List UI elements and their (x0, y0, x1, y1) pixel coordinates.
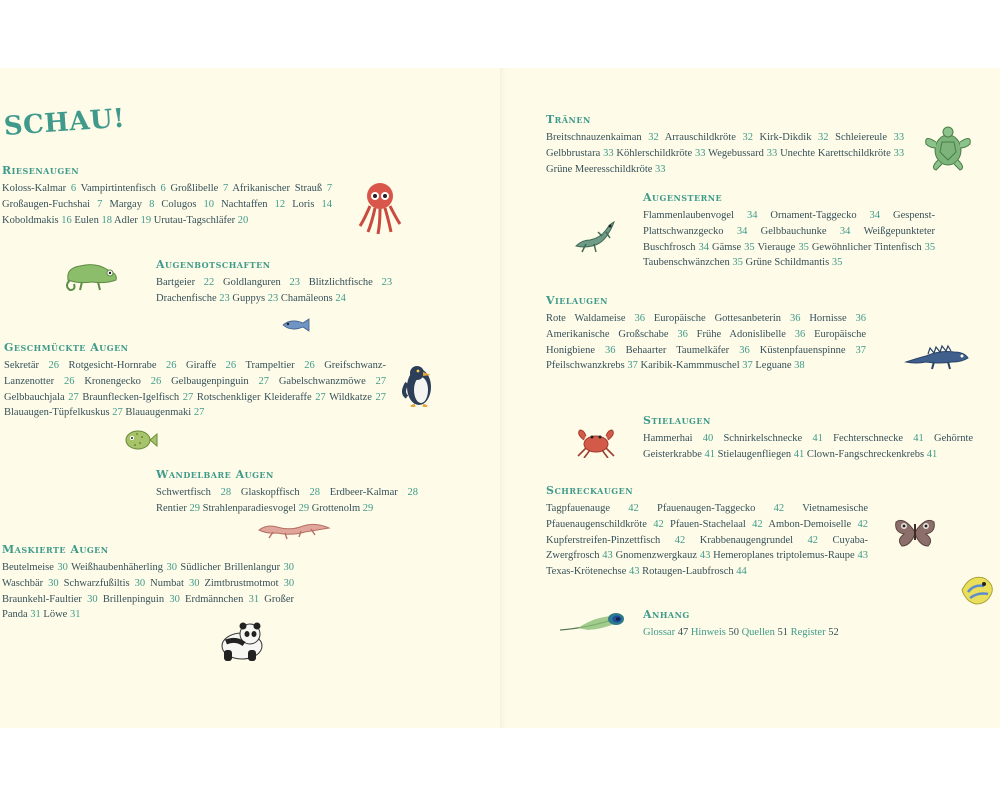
index-page-number: 36 (605, 344, 616, 356)
gecko-illustration (572, 218, 616, 254)
index-page-number: 33 (766, 147, 778, 159)
section-riesenaugen (2, 164, 332, 228)
index-entry-name: Colugos (161, 198, 197, 210)
section-entries (643, 431, 973, 463)
section-entries (643, 208, 935, 271)
section-vielaugen (546, 294, 866, 374)
index-entry-name: Schwarzfußiltis (63, 577, 130, 589)
index-page-number: 36 (634, 313, 645, 324)
index-entry-name: Gehörnte Geisterkrabbe (643, 433, 974, 460)
index-page-number: 32 (648, 132, 659, 143)
index-page-number: 27 (375, 375, 387, 387)
index-entry-name: Afrikanischer Strauß (232, 183, 323, 194)
index-entry-name: Arrauschildkröte (664, 132, 736, 143)
index-page-number: 36 (855, 313, 867, 324)
index-entry-name: Kirk-Dikdik (759, 132, 812, 143)
index-page-number: 26 (63, 375, 75, 387)
moth-illustration (894, 516, 936, 548)
index-entry-name: Weißgepunkteter Buschfrosch (643, 225, 936, 253)
index-page-number: 27 (315, 391, 326, 403)
peacock-feather-illustration (558, 606, 628, 636)
index-entry-name: Hemeroplanes triptolemus-Raupe (713, 550, 855, 562)
index-page-number: 29 (298, 502, 310, 514)
index-entry-name: Koloss-Kalmar (2, 183, 67, 194)
index-entry-name: Strahlenparadiesvogel (202, 502, 296, 514)
index-page-number: 12 (274, 198, 286, 210)
index-page-number: 26 (304, 360, 315, 371)
section-geschmueckte-augen (4, 341, 386, 421)
index-page-number: 18 (101, 214, 112, 226)
index-entry-name: Behaarter Taumelkäfer (625, 344, 730, 356)
index-page-number: 47 (677, 627, 689, 638)
index-entry-name: Gelbaugenpinguin (171, 375, 249, 387)
index-entry-name: Fechterschnecke (833, 433, 904, 444)
index-entry-name: Eulen (74, 214, 99, 226)
index-entry-name: Köhlerschildkröte (616, 147, 693, 159)
index-entry-name: Gespenst-Plattschwanzgecko (643, 210, 936, 237)
index-page-number: 30 (57, 562, 68, 573)
index-entry-name: Quellen (741, 627, 775, 638)
penguin-illustration (401, 363, 441, 407)
index-page-number: 36 (789, 313, 801, 324)
index-page-number: 29 (189, 502, 201, 514)
index-page-number: 34 (869, 210, 881, 221)
index-page-number: 41 (793, 448, 805, 460)
index-page-number: 34 (698, 241, 709, 253)
index-entry-name: Grüne Meeresschildkröte (546, 163, 653, 175)
index-entry-name: Frühe Adonislibelle (696, 328, 786, 340)
index-entry-name: Adler (114, 214, 138, 226)
index-page-number: 42 (752, 518, 763, 530)
index-page-number: 42 (773, 503, 785, 514)
index-page-number: 30 (188, 577, 200, 589)
index-page-number: 10 (203, 198, 215, 210)
index-entry-name: Register (790, 627, 826, 638)
index-entry-name: Blitzlichtfische (308, 277, 373, 288)
index-entry-name: Schwertfisch (156, 487, 211, 498)
index-entry-name: Breitschnauzenkaiman (546, 132, 642, 143)
section-entries (4, 358, 386, 421)
index-entry-name: Clown-Fangschreckenkrebs (806, 448, 925, 460)
index-page-number: 41 (704, 448, 716, 460)
index-page-number: 23 (381, 277, 393, 288)
index-entry-name: Wildkatze (329, 391, 372, 403)
index-entry-name: Numbat (150, 577, 184, 589)
section-heading: Stielaugen (643, 414, 711, 427)
index-entry-name: Ornament-Taggecko (770, 210, 857, 221)
index-page-number: 36 (677, 328, 688, 340)
index-page-number: 30 (48, 577, 59, 589)
index-entry-name: Erdmännchen (185, 593, 244, 605)
index-entry-name: Taubenschwänzchen (643, 257, 730, 269)
yellow-fish-illustration (960, 570, 998, 610)
index-entry-name: Großaugen-Fuchshai (2, 198, 91, 210)
index-entry-name: Südlicher Brillenlangur (180, 562, 281, 573)
index-entry-name: Loris (292, 198, 315, 210)
index-entry-name: Guppys (232, 292, 266, 304)
index-entry-name: Rotgesicht-Hornrabe (68, 360, 157, 371)
index-page-number: 7 (222, 183, 229, 194)
index-page-number: 41 (913, 433, 924, 444)
right-page (500, 68, 1000, 728)
index-entry-name: Leguane (755, 360, 792, 372)
index-entry-name: Flammenlaubenvogel (643, 210, 734, 221)
index-page-number: 27 (375, 391, 387, 403)
salamander-illustration (257, 518, 331, 540)
section-heading: Augenbotschaften (156, 258, 271, 271)
pufferfish-illustration (122, 428, 158, 452)
index-entry-name: Gabelschwanzmöwe (278, 375, 366, 387)
index-page-number: 30 (169, 593, 180, 605)
index-entry-name: Hinweis (690, 627, 726, 638)
index-page-number: 26 (225, 360, 237, 371)
index-page-number: 30 (283, 577, 295, 589)
index-page-number: 42 (653, 518, 664, 530)
index-page-number: 50 (728, 627, 739, 638)
index-page-number: 8 (149, 198, 155, 210)
index-page-number: 35 (744, 241, 755, 253)
index-page-number: 27 (193, 407, 205, 419)
index-page-number: 52 (828, 627, 839, 638)
index-page-number: 14 (321, 198, 333, 210)
index-page-number: 35 (831, 257, 843, 269)
index-entry-name: Pfauenaugen-Taggecko (656, 503, 756, 514)
index-entry-name: Nachtaffen (221, 198, 268, 210)
index-entry-name: Glaskopffisch (240, 487, 300, 498)
index-page-number: 27 (68, 391, 79, 403)
index-page-number: 16 (61, 214, 72, 226)
index-entry-name: Koboldmakis (2, 214, 59, 226)
index-page-number: 33 (893, 132, 905, 143)
index-page-number: 43 (628, 566, 640, 578)
section-entries (546, 501, 868, 580)
index-page-number: 28 (220, 487, 232, 498)
octopus-illustration (358, 180, 402, 236)
index-page-number: 33 (655, 163, 666, 175)
index-entry-name: Schleiereule (835, 132, 887, 143)
index-page-number: 7 (97, 198, 103, 210)
index-page-number: 31 (69, 609, 81, 621)
section-heading: Vielaugen (546, 294, 608, 307)
index-page-number: 42 (857, 518, 868, 530)
index-entry-name: Weißhaubenhäherling (71, 562, 163, 573)
index-page-number: 44 (736, 566, 747, 578)
index-page-number: 29 (362, 502, 374, 514)
index-entry-name: Europäische Honigbiene (546, 328, 866, 356)
index-page-number: 30 (87, 593, 98, 605)
index-page-number: 7 (326, 183, 333, 194)
index-entry-name: Brillenpinguin (102, 593, 165, 605)
index-entry-name: Gelbbrustara (546, 147, 601, 159)
index-page-number: 37 (855, 344, 867, 356)
index-entry-name: Pfeilschwanzkrebs (546, 360, 625, 372)
index-page-number: 22 (203, 277, 215, 288)
index-page-number: 43 (699, 550, 711, 562)
index-page-number: 37 (742, 360, 753, 372)
index-page-number: 27 (112, 407, 123, 419)
index-page-number: 33 (695, 147, 706, 159)
book-spread (0, 68, 1000, 728)
section-entries (2, 560, 294, 623)
index-entry-name: Tagpfauenauge (546, 503, 610, 514)
index-entry-name: Zimtbrustmotmot (204, 577, 279, 589)
index-page-number: 32 (818, 132, 829, 143)
index-page-number: 43 (857, 550, 868, 562)
index-entry-name: Krabbenaugengrundel (699, 534, 794, 546)
index-page-number: 34 (839, 225, 851, 237)
index-entry-name: Ambon-Demoiselle (768, 518, 852, 530)
index-entry-name: Europäische Gottesanbeterin (653, 313, 782, 324)
sea-turtle-illustration (922, 126, 974, 172)
index-page-number: 43 (602, 550, 613, 562)
index-page-number: 28 (407, 487, 419, 498)
index-entry-name: Vietnamesische Pfauenaugenschildkröte (546, 503, 869, 530)
index-entry-name: Vierauge (757, 241, 796, 253)
section-anhang (643, 608, 883, 641)
section-entries (156, 485, 418, 517)
index-entry-name: Küstenpfauenspinne (759, 344, 846, 356)
index-entry-name: Gelbbauchunke (760, 225, 827, 237)
section-entries (2, 181, 332, 228)
index-entry-name: Trampeltier (245, 360, 295, 371)
index-page-number: 34 (746, 210, 758, 221)
index-page-number: 32 (742, 132, 753, 143)
index-page-number: 28 (309, 487, 320, 498)
index-page-number: 36 (794, 328, 806, 340)
section-maskierte-augen (2, 543, 294, 623)
index-page-number: 42 (807, 534, 818, 546)
index-entry-name: Gnomenzwergkauz (615, 550, 698, 562)
index-page-number: 37 (627, 360, 638, 372)
index-page-number: 33 (603, 147, 614, 159)
index-entry-name: Margay (109, 198, 142, 210)
index-entry-name: Chamäleons (280, 292, 333, 304)
index-entry-name: Sekretär (4, 360, 39, 371)
section-heading: Maskierte Augen (2, 543, 109, 556)
section-augenbotschaften (156, 258, 392, 307)
index-entry-name: Stielaugenfliegen (717, 448, 792, 460)
index-entry-name: Grüne Schildmantis (745, 257, 830, 269)
index-entry-name: Rotaugen-Laubfrosch (642, 566, 734, 578)
index-entry-name: Karibik-Kammmuschel (640, 360, 740, 372)
index-entry-name: Braunflecken-Igelfisch (82, 391, 180, 403)
chameleon-illustration (62, 258, 122, 292)
page-title: SCHAU! (2, 103, 127, 142)
index-page-number: 34 (736, 225, 748, 237)
crab-illustration (574, 428, 618, 458)
index-entry-name: Braunkehl-Faultier (2, 593, 82, 605)
index-entry-name: Vampirtintenfisch (80, 183, 156, 194)
index-entry-name: Gelbbauchjala (4, 391, 65, 403)
index-page-number: 26 (166, 360, 177, 371)
index-page-number: 35 (798, 241, 809, 253)
index-entry-name: Rentier (156, 502, 187, 514)
index-entry-name: Texas-Krötenechse (546, 566, 627, 578)
index-page-number: 30 (134, 577, 146, 589)
index-page-number: 35 (732, 257, 743, 269)
index-page-number: 31 (248, 593, 260, 605)
index-entry-name: Unechte Karettschildkröte (780, 147, 891, 159)
index-entry-name: Waschbär (2, 577, 44, 589)
index-page-number: 36 (739, 344, 750, 356)
section-heading: Riesenaugen (2, 164, 80, 177)
index-entry-name: Cuyaba-Zwergfrosch (546, 534, 869, 562)
index-entry-name: Rotschenkliger Kleideraffe (196, 391, 312, 403)
index-entry-name: Großlibelle (170, 183, 219, 194)
index-entry-name: Pfauen-Stachelaal (670, 518, 746, 530)
index-page-number: 38 (794, 360, 805, 372)
section-stielaugen (643, 414, 973, 463)
index-page-number: 35 (924, 241, 936, 253)
section-heading: Tränen (546, 113, 591, 126)
index-entry-name: Beutelmeise (2, 562, 54, 573)
index-page-number: 30 (166, 562, 177, 573)
section-wandelbare-augen (156, 468, 418, 517)
index-page-number: 42 (674, 534, 686, 546)
section-traenen (546, 113, 904, 177)
index-entry-name: Erdbeer-Kalmar (329, 487, 398, 498)
section-schreckaugen (546, 484, 868, 580)
index-entry-name: Gämse (712, 241, 742, 253)
section-heading: Schreckaugen (546, 484, 634, 497)
index-page-number: 30 (283, 562, 295, 573)
left-page (0, 68, 500, 728)
index-entry-name: Grottenolm (311, 502, 361, 514)
index-entry-name: Hornisse (809, 313, 847, 324)
section-heading: Wandelbare Augen (156, 468, 274, 481)
section-entries (546, 311, 866, 374)
index-entry-name: Greifschwanz-Lanzenotter (4, 360, 386, 387)
index-page-number: 23 (289, 277, 300, 288)
index-entry-name: Giraffe (186, 360, 217, 371)
index-entry-name: Blauaugen-Tüpfelkuskus (4, 407, 110, 419)
index-entry-name: Glossar (643, 627, 676, 638)
index-page-number: 33 (893, 147, 905, 159)
index-page-number: 6 (160, 183, 166, 194)
index-page-number: 40 (702, 433, 714, 444)
index-page-number: 23 (219, 292, 230, 304)
index-page-number: 24 (335, 292, 346, 304)
index-entry-name: Kronengecko (84, 375, 141, 387)
index-entry-name: Wegebussard (708, 147, 764, 159)
panda-illustration (216, 622, 268, 662)
index-page-number: 23 (267, 292, 279, 304)
section-heading: Anhang (643, 608, 690, 621)
index-entry-name: Blauaugenmaki (125, 407, 192, 419)
index-page-number: 27 (258, 375, 269, 387)
index-page-number: 31 (30, 609, 41, 621)
index-entry-name: Drachenfische (156, 292, 217, 304)
small-fish-illustration (281, 318, 311, 332)
index-entry-name: Amerikanische Großschabe (546, 328, 669, 340)
index-entry-name: Löwe (43, 609, 68, 621)
index-page-number: 19 (140, 214, 152, 226)
section-augensterne (643, 191, 935, 271)
index-page-number: 42 (628, 503, 639, 514)
section-heading: Augensterne (643, 191, 723, 204)
index-page-number: 20 (237, 214, 249, 226)
index-entry-name: Großer Panda (2, 593, 295, 621)
index-entry-name: Bartgeier (156, 277, 196, 288)
index-entry-name: Gewöhnlicher Tintenfisch (811, 241, 922, 253)
iguana-illustration (904, 340, 970, 370)
index-page-number: 41 (812, 433, 823, 444)
index-page-number: 51 (777, 627, 788, 638)
index-entry-name: Goldlanguren (223, 277, 281, 288)
section-heading: Geschmückte Augen (4, 341, 129, 354)
index-page-number: 27 (182, 391, 194, 403)
index-entry-name: Urutau-Tagschläfer (153, 214, 236, 226)
section-entries (643, 625, 883, 641)
index-page-number: 26 (150, 375, 162, 387)
index-page-number: 6 (70, 183, 77, 194)
index-page-number: 26 (48, 360, 59, 371)
section-entries (156, 275, 392, 307)
index-entry-name: Kupferstreifen-Pinzettfisch (546, 534, 661, 546)
index-entry-name: Schnirkelschnecke (723, 433, 803, 444)
index-entry-name: Rote Waldameise (546, 313, 626, 324)
section-entries (546, 130, 904, 177)
index-entry-name: Hammerhai (643, 433, 693, 444)
index-page-number: 41 (926, 448, 938, 460)
